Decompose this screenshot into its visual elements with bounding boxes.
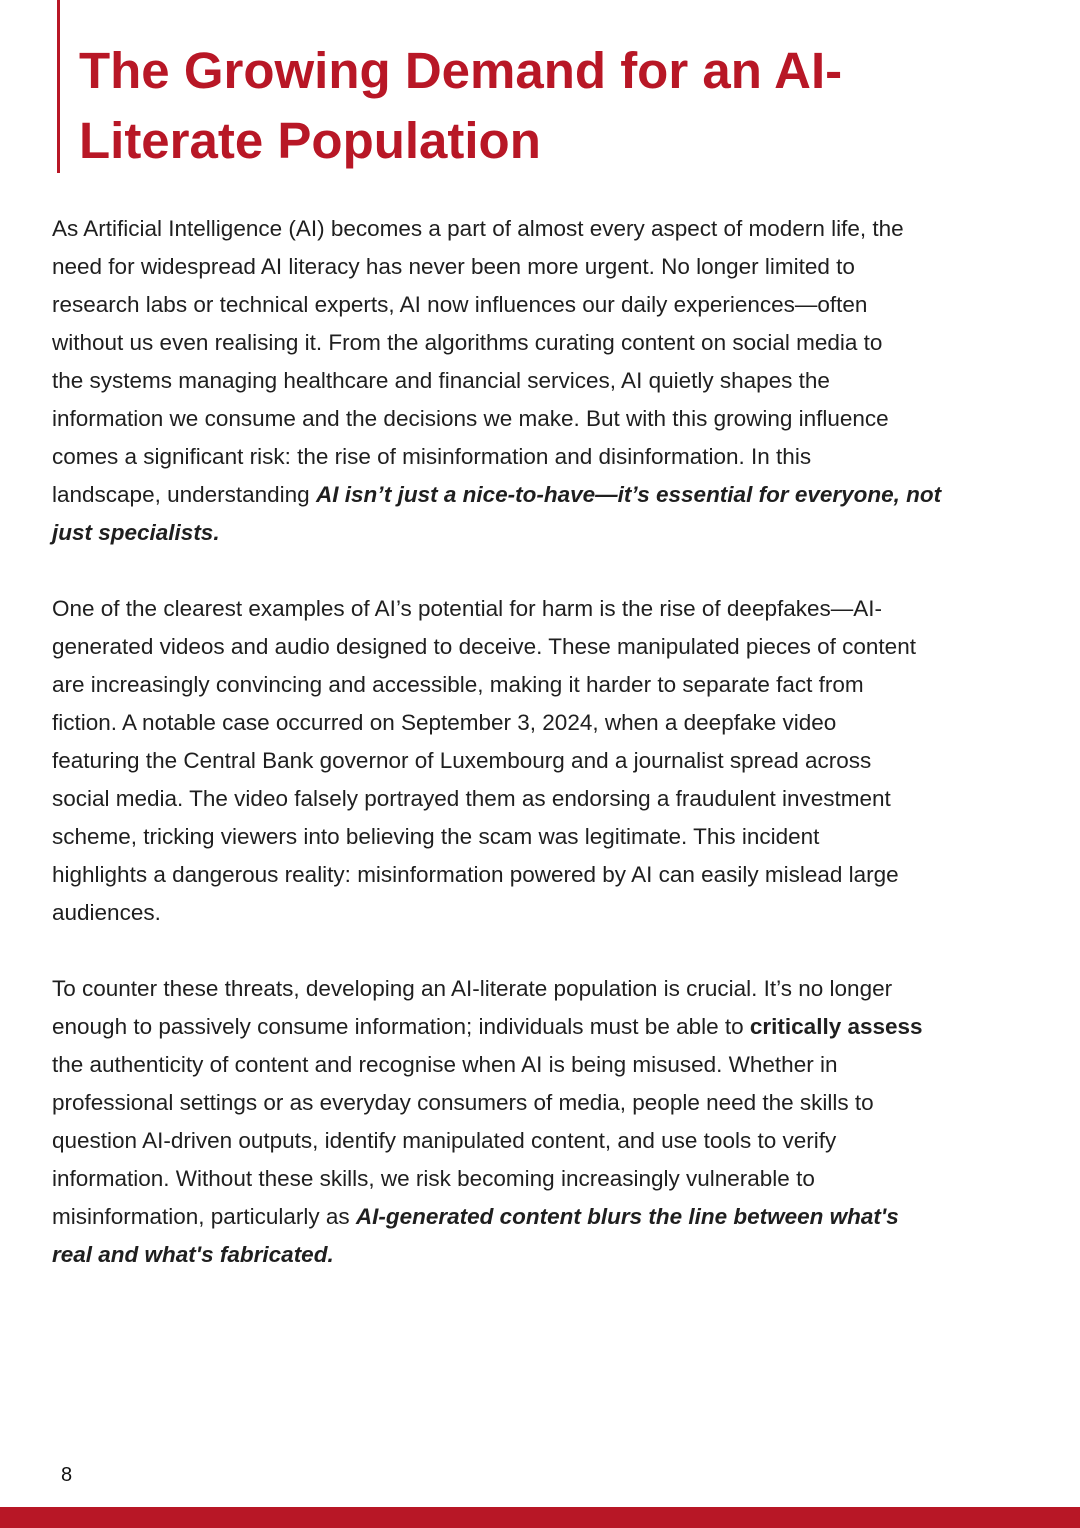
page-number: 8	[61, 1464, 73, 1486]
text-line	[52, 248, 1042, 286]
text-line	[52, 514, 1042, 552]
text-line	[52, 704, 1042, 742]
text-line	[52, 438, 1042, 476]
text-line	[52, 1122, 1042, 1160]
article-body	[52, 210, 1042, 1312]
body-text: social media. The video falsely portrayed them as endorsing a fraudulent investment	[52, 786, 891, 811]
text-line	[52, 970, 1042, 1008]
text-line	[52, 324, 1042, 362]
text-line	[52, 362, 1042, 400]
text-line	[52, 1198, 1042, 1236]
body-text: professional settings or as everyday consumers of media, people need the skills to	[52, 1090, 874, 1115]
body-text: question AI-driven outputs, identify manipulated content, and use tools to verify	[52, 1128, 837, 1153]
body-text: need for widespread AI literacy has never been more urgent. No longer limited to	[52, 254, 855, 279]
text-line	[52, 742, 1042, 780]
page-title-line: The Growing Demand for an AI-	[79, 42, 843, 99]
body-text: landscape, understanding	[52, 482, 316, 507]
body-text: generated videos and audio designed to deceive. These manipulated pieces of content	[52, 634, 916, 659]
text-line	[52, 590, 1042, 628]
body-text: audiences.	[52, 900, 161, 925]
text-line	[52, 1160, 1042, 1198]
body-text: As Artificial Intelligence (AI) becomes a part of almost every aspect of modern life, the	[52, 216, 904, 241]
text-line	[52, 210, 1042, 248]
text-line	[52, 1046, 1042, 1084]
body-text: highlights a dangerous reality: misinformation powered by AI can easily mislead large	[52, 862, 899, 887]
body-text: One of the clearest examples of AI’s potential for harm is the rise of deepfakes—AI-	[52, 596, 883, 621]
text-line	[52, 476, 1042, 514]
body-text: information. Without these skills, we risk becoming increasingly vulnerable to	[52, 1166, 815, 1191]
body-text: fiction. A notable case occurred on September 3, 2024, when a deepfake video	[52, 710, 837, 735]
body-text: are increasingly convincing and accessible, making it harder to separate fact from	[52, 672, 864, 697]
emphasis-text: AI isn’t just a nice-to-have—it’s essential for everyone, not	[315, 482, 942, 507]
text-line	[52, 1008, 1042, 1046]
body-text: misinformation, particularly as	[52, 1204, 356, 1229]
text-line	[52, 400, 1042, 438]
page-title	[79, 36, 842, 176]
emphasis-text: just specialists.	[52, 520, 220, 545]
body-text: comes a significant risk: the rise of misinformation and disinformation. In this	[52, 444, 812, 469]
text-line	[52, 780, 1042, 818]
title-accent-rule	[57, 0, 60, 173]
body-text: featuring the Central Bank governor of Luxembourg and a journalist spread across	[52, 748, 872, 773]
footer-bar	[0, 1507, 1080, 1528]
text-line	[52, 666, 1042, 704]
body-text: scheme, tricking viewers into believing the scam was legitimate. This incident	[52, 824, 820, 849]
body-text: the systems managing healthcare and financial services, AI quietly shapes the	[52, 368, 830, 393]
body-text: To counter these threats, developing an AI-literate population is crucial. It’s no longer	[52, 976, 893, 1001]
body-text: information we consume and the decisions we make. But with this growing influence	[52, 406, 889, 431]
paragraph	[52, 590, 1042, 932]
text-line	[52, 894, 1042, 932]
body-text: research labs or technical experts, AI now influences our daily experiences—often	[52, 292, 868, 317]
body-text: without us even realising it. From the algorithms curating content on social media to	[52, 330, 883, 355]
paragraph	[52, 210, 1042, 552]
text-line	[52, 856, 1042, 894]
text-line	[52, 286, 1042, 324]
emphasis-text: critically assess	[749, 1014, 923, 1039]
page-title-line: Literate Population	[79, 112, 541, 169]
emphasis-text: real and what's fabricated.	[52, 1242, 334, 1267]
text-line	[52, 818, 1042, 856]
emphasis-text: AI-generated content blurs the line between what's	[355, 1204, 899, 1229]
text-line	[52, 1084, 1042, 1122]
body-text: the authenticity of content and recognise when AI is being misused. Whether in	[52, 1052, 838, 1077]
text-line	[52, 628, 1042, 666]
text-line	[52, 1236, 1042, 1274]
body-text: enough to passively consume information; individuals must be able to	[52, 1014, 750, 1039]
paragraph	[52, 970, 1042, 1274]
